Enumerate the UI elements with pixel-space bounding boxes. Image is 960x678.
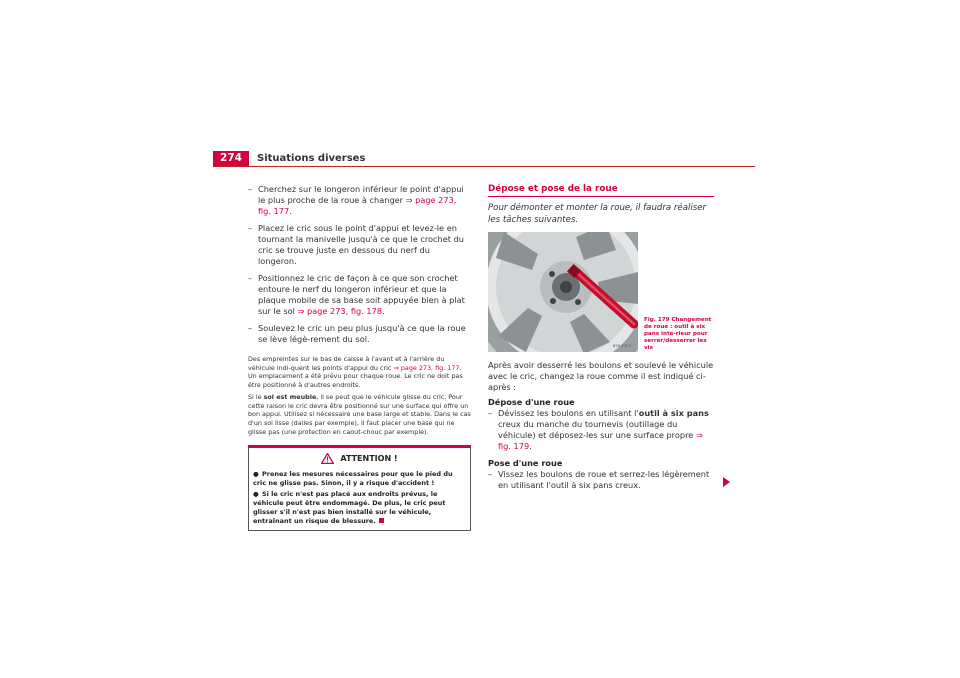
removal-subheading: Dépose d'une roue [488, 397, 575, 407]
warning-triangle-icon [321, 453, 334, 464]
warning-box [248, 445, 471, 530]
warning-item: ● Prenez les mesures nécessaires pour que le pied du cric ne glisse pas. Sinon, il y a risque d'accident ! [253, 470, 453, 488]
figure-code: B5P-0103 [612, 343, 631, 348]
jack-points-note: Des empreintes sur le bas de caisse à l'avant et à l'arrière du véhicule indi-quent les points d'appui du cric ⇒ page 273, fig. 177. Un emplacement a été prévu pour chaque roue. Le cric ne doit pas être positionné à d'autres endroits. [248, 355, 463, 390]
figure-caption: Fig. 179 Changement de roue : outil à six pans inté-rieur pour serrer/desserrer les vis [644, 317, 712, 351]
right-column [488, 184, 714, 497]
header-rule [213, 166, 755, 167]
left-column [248, 184, 471, 531]
wheel-photo [488, 232, 638, 352]
wheel-illustration [488, 232, 638, 352]
step-4: – Soulevez le cric un peu plus jusqu'à ce que la roue se lève légè-rement du sol. [248, 323, 466, 344]
figure-179 [488, 232, 714, 352]
cross-reference-link[interactable]: ⇒ fig. 179 [498, 430, 703, 451]
section-heading: Dépose et pose de la roue [488, 184, 714, 197]
running-title: Situations diverses [257, 153, 366, 164]
step-2: – Placez le cric sous le point d'appui et levez-le en tournant la manivelle jusqu'à ce que le crochet du cric se trouve juste en dessous du nerf du longeron. [248, 223, 464, 266]
fitting-subheading: Pose d'une roue [488, 458, 563, 468]
step-3: – Positionnez le cric de façon à ce que son crochet entoure le nerf du longeron inférieur et que la plaque mobile de sa base soit appuyée bien à plat sur le sol ⇒ page 273, fig. 178. [248, 273, 465, 316]
cross-reference-link[interactable]: ⇒ page 273, fig. 177 [393, 363, 460, 372]
end-of-section-mark [379, 518, 384, 523]
removal-step: – Dévissez les boulons en utilisant l'outil à six pans creux du manche du tournevis (outillage du véhicule) et déposez-les sur une surface propre ⇒ fig. 179. [488, 408, 709, 451]
soft-ground-note: Si le sol est meuble, il se peut que le véhicule glisse du cric. Pour cette raison le cric devra être positionné sur une surface qui offre un bon appui. Utilisez si nécessaire une base large et stable. Dans le cas d'un sol lisse (dalles par exemple), il faut placer une base qui ne glisse pas (une protection en caout-chouc par exemple). [248, 392, 471, 436]
cross-reference-link[interactable]: ⇒ page 273, fig. 177 [258, 195, 457, 216]
warning-title: ATTENTION ! [253, 451, 466, 468]
warning-item: ● Si le cric n'est pas placé aux endroits prévus, le véhicule peut être endommagé. De plus, le cric peut glisser s'il n'est pas bien installé sur le véhicule, entraînant un risque de blessure. [253, 490, 446, 525]
continue-arrow-icon [723, 477, 730, 487]
step-1: – Cherchez sur le longeron inférieur le point d'appui le plus proche de la roue à changer ⇒ page 273, fig. 177. [248, 184, 464, 216]
page-number: 274 [213, 151, 249, 166]
section-intro: Pour démonter et monter la roue, il faudra réaliser les tâches suivantes. [488, 203, 707, 225]
cross-reference-link[interactable]: ⇒ page 273, fig. 178 [297, 306, 383, 316]
procedure-intro: Après avoir desserré les boulons et soulevé le véhicule avec le cric, changez la roue comme il est indiqué ci-après : [488, 360, 714, 392]
fitting-step: – Vissez les boulons de roue et serrez-les légèrement en utilisant l'outil à six pans creux. [488, 469, 710, 490]
